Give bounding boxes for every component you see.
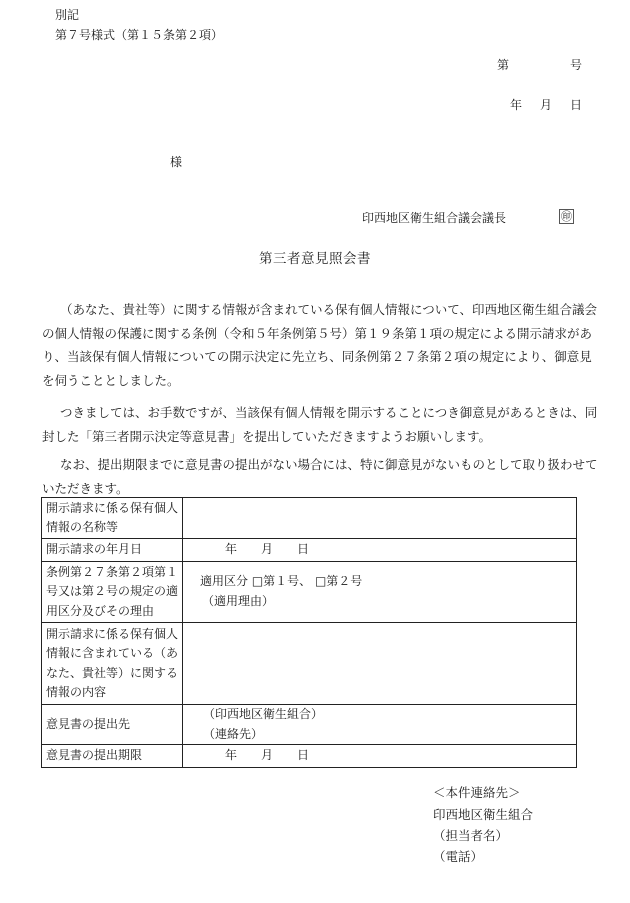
row-label-submission-destination: 意見書の提出先 <box>42 705 183 745</box>
table-row <box>42 745 577 768</box>
row-label-submission-deadline: 意見書の提出期限 <box>42 745 183 768</box>
addressee-suffix: 様 <box>170 155 183 169</box>
form-number: 第７号様式（第１５条第２項） <box>55 28 224 42</box>
application-reason: （適用理由） <box>202 593 275 608</box>
destination-org: （印西地区衛生組合） <box>203 707 324 721</box>
row-value-applicable-category[interactable] <box>183 562 577 623</box>
row-label-info-content <box>42 623 183 705</box>
label-line: 開示請求に係る保有個人 <box>46 626 179 641</box>
body-line: 封した「第三者開示決定等意見書」を提出していただきますようお願いします。 <box>42 428 492 444</box>
body-line: を伺うこととしました。 <box>42 372 180 388</box>
table-row <box>42 623 577 705</box>
row-value-submission-destination <box>183 705 577 745</box>
label-line: 情報の内容 <box>46 685 107 699</box>
seal-mark: ㊞ <box>561 210 572 223</box>
sender-name: 印西地区衛生組合議会議長 <box>362 211 507 225</box>
body-line: の個人情報の保護に関する条例（令和５年条例第５号）第１９条第１項の規定による開示請求があ <box>42 325 593 341</box>
info-table <box>41 497 577 768</box>
date-year: 年 <box>510 98 523 112</box>
table-row <box>42 562 577 623</box>
row-value-info-content[interactable] <box>183 623 577 705</box>
row-label-request-date: 開示請求の年月日 <box>42 539 183 562</box>
row-value-document-name[interactable] <box>183 498 577 539</box>
row-label-applicable-category <box>42 562 183 623</box>
table-row <box>42 705 577 745</box>
body-paragraph-2 <box>42 401 598 448</box>
table-row <box>42 539 577 562</box>
category-checkboxes[interactable]: 適用区分 □第１号、 □第２号 <box>200 574 363 588</box>
doc-number-suffix: 号 <box>570 58 583 72</box>
label-line: なた、貴社等）に関する <box>46 665 179 680</box>
contact-heading: ＜本件連絡先＞ <box>433 785 521 800</box>
contact-phone: （電話） <box>433 849 484 864</box>
body-line: つきましては、お手数ですが、当該保有個人情報を開示することにつき御意見があるときは、同 <box>60 405 598 420</box>
body-line: （あなた、貴社等）に関する情報が含まれている保有個人情報について、印西地区衛生組合議会 <box>60 302 598 317</box>
label-line: 開示請求に係る保有個人 <box>46 500 179 515</box>
label-line: 号又は第２号の規定の適 <box>46 584 179 599</box>
doc-number-prefix: 第 <box>497 58 510 72</box>
label-line: 条例第２７条第２項第１ <box>46 564 179 579</box>
contact-person: （担当者名） <box>433 828 509 843</box>
body-paragraph-1 <box>42 298 598 392</box>
date-day: 日 <box>570 98 583 112</box>
annex-label: 別記 <box>55 8 80 22</box>
destination-contact: （連絡先） <box>203 726 264 741</box>
row-value-request-date[interactable]: 年 月 日 <box>183 539 577 562</box>
date-month: 月 <box>540 98 553 112</box>
label-line: 情報に含まれている（あ <box>46 646 179 660</box>
contact-org: 印西地区衛生組合 <box>433 807 534 822</box>
row-value-submission-deadline[interactable]: 年 月 日 <box>183 745 577 768</box>
label-line: 用区分及びその理由 <box>46 603 155 618</box>
document-title: 第三者意見照会書 <box>259 251 371 267</box>
row-label-document-name <box>42 498 183 539</box>
table-row <box>42 498 577 539</box>
body-line: り、当該保有個人情報についての開示決定に先立ち、同条例第２７条第２項の規定により、御意見 <box>42 349 592 364</box>
body-line: いただきます。 <box>42 480 129 496</box>
label-line: 情報の名称等 <box>46 520 119 534</box>
body-paragraph-3 <box>42 453 598 500</box>
body-line: なお、提出期限までに意見書の提出がない場合には、特に御意見がないものとして取り扱わせて <box>60 457 598 472</box>
